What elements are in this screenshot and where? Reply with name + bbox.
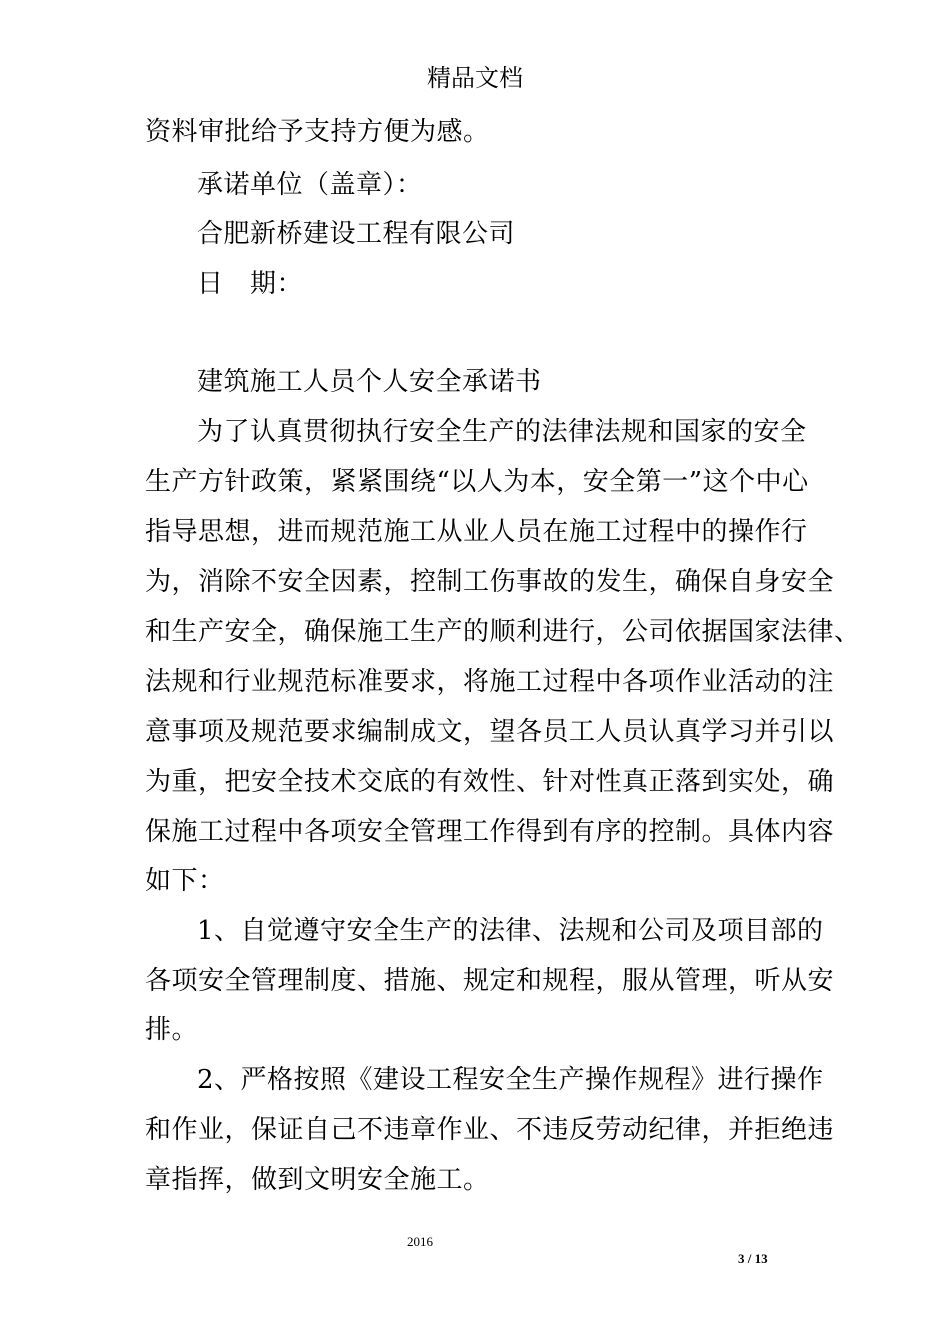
paragraph-line: 意事项及规范要求编制成文，望各员工人员认真学习并引以 bbox=[145, 717, 835, 747]
page-number: 3 / 13 bbox=[738, 1251, 768, 1266]
section-title: 建筑施工人员个人安全承诺书 bbox=[197, 367, 542, 397]
page-header-title: 精品文档 bbox=[427, 64, 523, 92]
paragraph-line: 为，消除不安全因素，控制工伤事故的发生，确保自身安全 bbox=[145, 567, 835, 597]
paragraph-line: 如下： bbox=[145, 866, 225, 896]
list-item-line: 和作业，保证自己不违章作业、不违反劳动纪律，并拒绝违 bbox=[145, 1115, 835, 1145]
paragraph-line: 和生产安全，确保施工生产的顺利进行，公司依据国家法律、 bbox=[145, 617, 861, 647]
paragraph-line: 生产方针政策，紧紧围绕“以人为本，安全第一”这个中心 bbox=[145, 467, 809, 497]
list-item-line: 章指挥，做到文明安全施工。 bbox=[145, 1165, 490, 1195]
text-line: 合肥新桥建设工程有限公司 bbox=[197, 219, 516, 249]
text-line: 日 期： bbox=[197, 269, 304, 299]
list-item-line: 2、严格按照《建设工程安全生产操作规程》进行操作 bbox=[197, 1065, 824, 1095]
paragraph-line: 保施工过程中各项安全管理工作得到有序的控制。具体内容 bbox=[145, 817, 835, 847]
paragraph-line: 为重，把安全技术交底的有效性、针对性真正落到实处，确 bbox=[145, 767, 835, 797]
text-line: 承诺单位（盖章）： bbox=[197, 170, 423, 200]
paragraph-line: 法规和行业规范标准要求，将施工过程中各项作业活动的注 bbox=[145, 667, 835, 697]
list-item-line: 1、自觉遵守安全生产的法律、法规和公司及项目部的 bbox=[197, 916, 824, 946]
list-item-line: 各项安全管理制度、措施、规定和规程，服从管理，听从安 bbox=[145, 966, 835, 996]
paragraph-line: 指导思想，进而规范施工从业人员在施工过程中的操作行 bbox=[145, 517, 808, 547]
text-line: 资料审批给予支持方便为感。 bbox=[145, 117, 490, 147]
paragraph-line: 为了认真贯彻执行安全生产的法律法规和国家的安全 bbox=[197, 417, 807, 447]
footer-year: 2016 bbox=[407, 1234, 433, 1249]
list-item-line: 排。 bbox=[145, 1015, 199, 1045]
